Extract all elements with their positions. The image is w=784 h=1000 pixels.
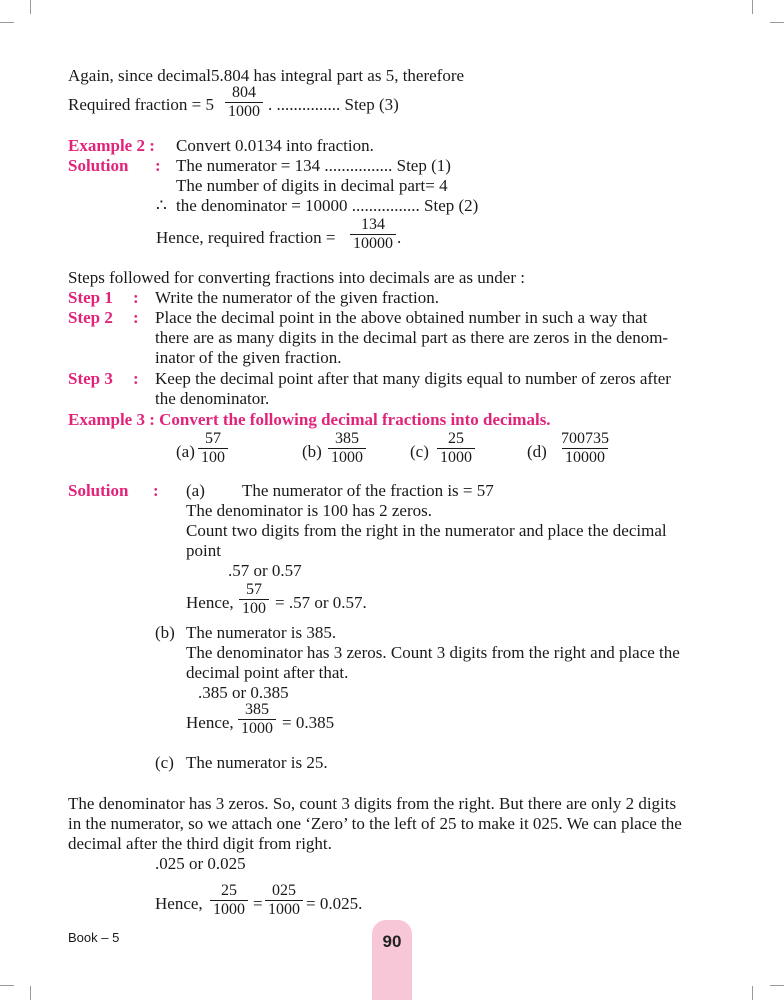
fraction-denominator: 100 [239,599,269,618]
paragraph-line: decimal after the third digit from right. [68,834,332,853]
required-fraction-label: Required fraction = 5 [68,95,215,114]
fraction [328,430,366,467]
solution-line: .385 or 0.385 [198,683,289,702]
step-text: Write the numerator of the given fraction. [155,288,439,307]
fraction-denominator: 1000 [225,102,263,121]
fraction-denominator: 1000 [210,900,248,919]
part-tag: (d) [527,442,547,461]
crop-mark [752,986,753,1000]
solution-colon: : [153,481,159,500]
crop-mark [30,0,31,14]
fraction-numerator: 134 [361,216,385,233]
solution-line: The numerator is 25. [186,753,328,772]
solution-line: The denominator is 100 has 2 zeros. [186,501,432,520]
part-tag: (a) [176,442,195,461]
fraction [198,430,228,467]
steps-intro: Steps followed for converting fractions into decimals are as under : [68,268,525,287]
page-number-tab [372,920,412,1000]
fraction-denominator: 1000 [238,719,276,738]
solution-line: decimal point after that. [186,663,349,682]
example-2-label: Example 2 : [68,136,155,155]
part-tag: (a) [186,481,205,500]
step-label: Step 3 [68,369,113,388]
result: = .57 or 0.57. [275,593,367,612]
crop-mark [30,986,31,1000]
crop-mark [752,0,753,14]
page-number: 90 [382,932,402,951]
solution-colon: : [155,156,161,175]
fraction [558,430,612,467]
hence-label: Hence, [186,713,234,732]
hence-label: Hence, required fraction = [156,228,336,247]
fraction-numerator: 804 [232,84,256,101]
solution-line: point [186,541,221,560]
required-fraction [225,84,263,121]
fraction-numerator: 700735 [561,430,609,447]
fraction-numerator: 25 [221,882,237,899]
required-fraction [350,216,396,253]
step-text: inator of the given fraction. [155,348,342,367]
example-3-label: Example 3 : Convert the following decimal fractions into decimals. [68,410,551,429]
part-tag: (b) [302,442,322,461]
solution-line: The denominator has 3 zeros. Count 3 digits from the right and place the [186,643,680,662]
fraction-numerator: 57 [205,430,221,447]
step-text: Keep the decimal point after that many digits equal to number of zeros after [155,369,671,388]
hence-label: Hence, [155,894,203,913]
step-label: Step 1 [68,288,113,307]
fraction-denominator: 1000 [265,900,303,919]
solution-line: The numerator is 385. [186,623,337,642]
fraction-denominator: 1000 [328,448,366,467]
book-label: Book – 5 [68,930,120,945]
crop-mark [770,985,784,986]
step-colon: : [133,369,139,388]
fraction [239,581,269,618]
result: = 0.385 [282,713,335,732]
step-label: Step 2 [68,308,113,327]
part-tag: (b) [155,623,175,642]
step-text: the denominator. [155,389,270,408]
step-colon: : [133,308,139,327]
fraction [238,701,276,738]
fraction-numerator: 025 [272,882,296,899]
result: = 0.025. [306,894,363,913]
solution-line: The numerator = 134 ................ Step (1) [176,156,451,175]
solution-line: The number of digits in decimal part= 4 [176,176,448,195]
fraction-denominator: 10000 [562,448,608,467]
solution-label: Solution [68,156,129,175]
step-colon: : [133,288,139,307]
crop-mark [0,985,14,986]
solution-line: .57 or 0.57 [228,561,302,580]
fraction [437,430,475,467]
fraction-numerator: 25 [448,430,464,447]
crop-mark [0,22,14,23]
intro-line: Again, since decimal5.804 has integral part as 5, therefore [68,66,465,85]
paragraph-line: in the numerator, so we attach one ‘Zero’ to the left of 25 to make it 025. We can place the [68,814,682,833]
solution-line: Count two digits from the right in the numerator and place the decimal [186,521,667,540]
part-tag: (c) [410,442,429,461]
step-reference: . ............... Step (3) [268,95,399,114]
therefore-symbol: ∴ [156,196,167,215]
solution-label: Solution [68,481,129,500]
period: . [397,228,402,247]
fraction-denominator: 10000 [350,234,396,253]
fraction-denominator: 100 [198,448,228,467]
example-2-question: Convert 0.0134 into fraction. [176,136,374,155]
equals-sign: = [253,894,263,913]
fraction-numerator: 385 [335,430,359,447]
hence-label: Hence, [186,593,234,612]
paragraph-line: .025 or 0.025 [155,854,246,873]
part-tag: (c) [155,753,174,772]
fraction-denominator: 1000 [437,448,475,467]
crop-mark [770,22,784,23]
solution-line: The numerator of the fraction is = 57 [242,481,494,500]
paragraph-line: The denominator has 3 zeros. So, count 3 digits from the right. But there are only 2 digits [68,794,677,813]
fraction [265,882,303,919]
step-text: Place the decimal point in the above obtained number in such a way that [155,308,648,327]
fraction [210,882,248,919]
solution-line: the denominator = 10000 ................ Step (2) [176,196,479,215]
fraction-numerator: 385 [245,701,269,718]
step-text: there are as many digits in the decimal part as there are zeros in the denom- [155,328,669,347]
fraction-numerator: 57 [246,581,262,598]
